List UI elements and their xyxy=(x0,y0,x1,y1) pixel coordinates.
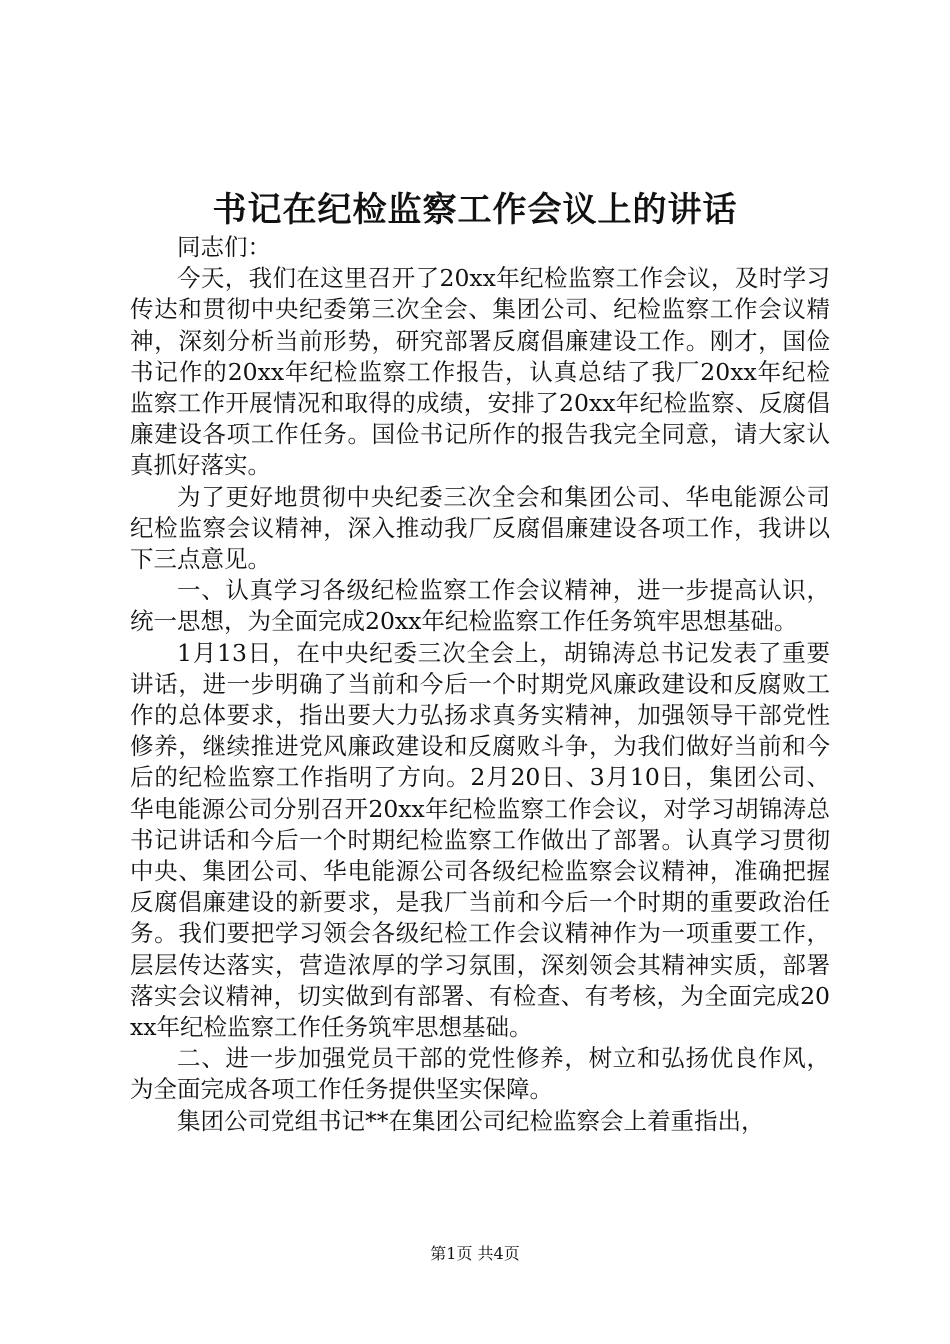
section-heading-1: 一、认真学习各级纪检监察工作会议精神，进一步提高认识，统一思想，为全面完成20xx年纪检监察工作任务筑牢思想基础。 xyxy=(130,576,830,636)
section-heading-2: 二、进一步加强党员干部的党性修养，树立和弘扬优良作风，为全面完成各项工作任务提供坚实保障。 xyxy=(130,1044,830,1104)
paragraph-section-2: 集团公司党组书记**在集团公司纪检监察会上着重指出， xyxy=(177,1106,765,1135)
page-footer: 第1页 共4页 xyxy=(430,1244,520,1263)
document-body xyxy=(130,232,830,1137)
paragraph-section-1: 1月13日，在中央纪委三次全会上，胡锦涛总书记发表了重要讲话，进一步明确了当前和今后一个时期党风廉政建设和反腐败工作的总体要求，指出要大力弘扬求真务实精神，加强领导干部党性修养，继续推进党风廉政建设和反腐败斗争，为我们做好当前和今后的纪检监察工作指明了方向。2月20日、3月10日，集团公司、华电能源公司分别召开20xx年纪检监察工作会议，对学习胡锦涛总书记讲话和今后一个时期纪检监察工作做出了部署。认真学习贯彻中央、集团公司、华电能源公司各级纪检监察会议精神，准确把握反腐倡廉建设的新要求，是我厂当前和今后一个时期的重要政治任务。我们要把学习领会各级纪检工作会议精神作为一项重要工作，层层传达落实，营造浓厚的学习氛围，深刻领会其精神实质，部署落实会议精神，切实做到有部署、有检查、有考核，为全面完成20xx年纪检监察工作任务筑牢思想基础。 xyxy=(130,638,830,1042)
document-title: 书记在纪检监察工作会议上的讲话 xyxy=(212,190,738,230)
salutation: 同志们： xyxy=(177,233,271,261)
paragraph-intro: 今天，我们在这里召开了20xx年纪检监察工作会议，及时学习传达和贯彻中央纪委第三次全会、集团公司、纪检监察工作会议精神，深刻分析当前形势，研究部署反腐倡廉建设工作。刚才，国俭书记作的20xx年纪检监察工作报告，认真总结了我厂20xx年纪检监察工作开展情况和取得的成绩，安排了20xx年纪检监察、反腐倡廉建设各项工作任务。国俭书记所作的报告我完全同意，请大家认真抓好落实。 xyxy=(130,264,830,480)
paragraph-purpose: 为了更好地贯彻中央纪委三次全会和集团公司、华电能源公司纪检监察会议精神，深入推动我厂反腐倡廉建设各项工作，我讲以下三点意见。 xyxy=(130,482,830,574)
